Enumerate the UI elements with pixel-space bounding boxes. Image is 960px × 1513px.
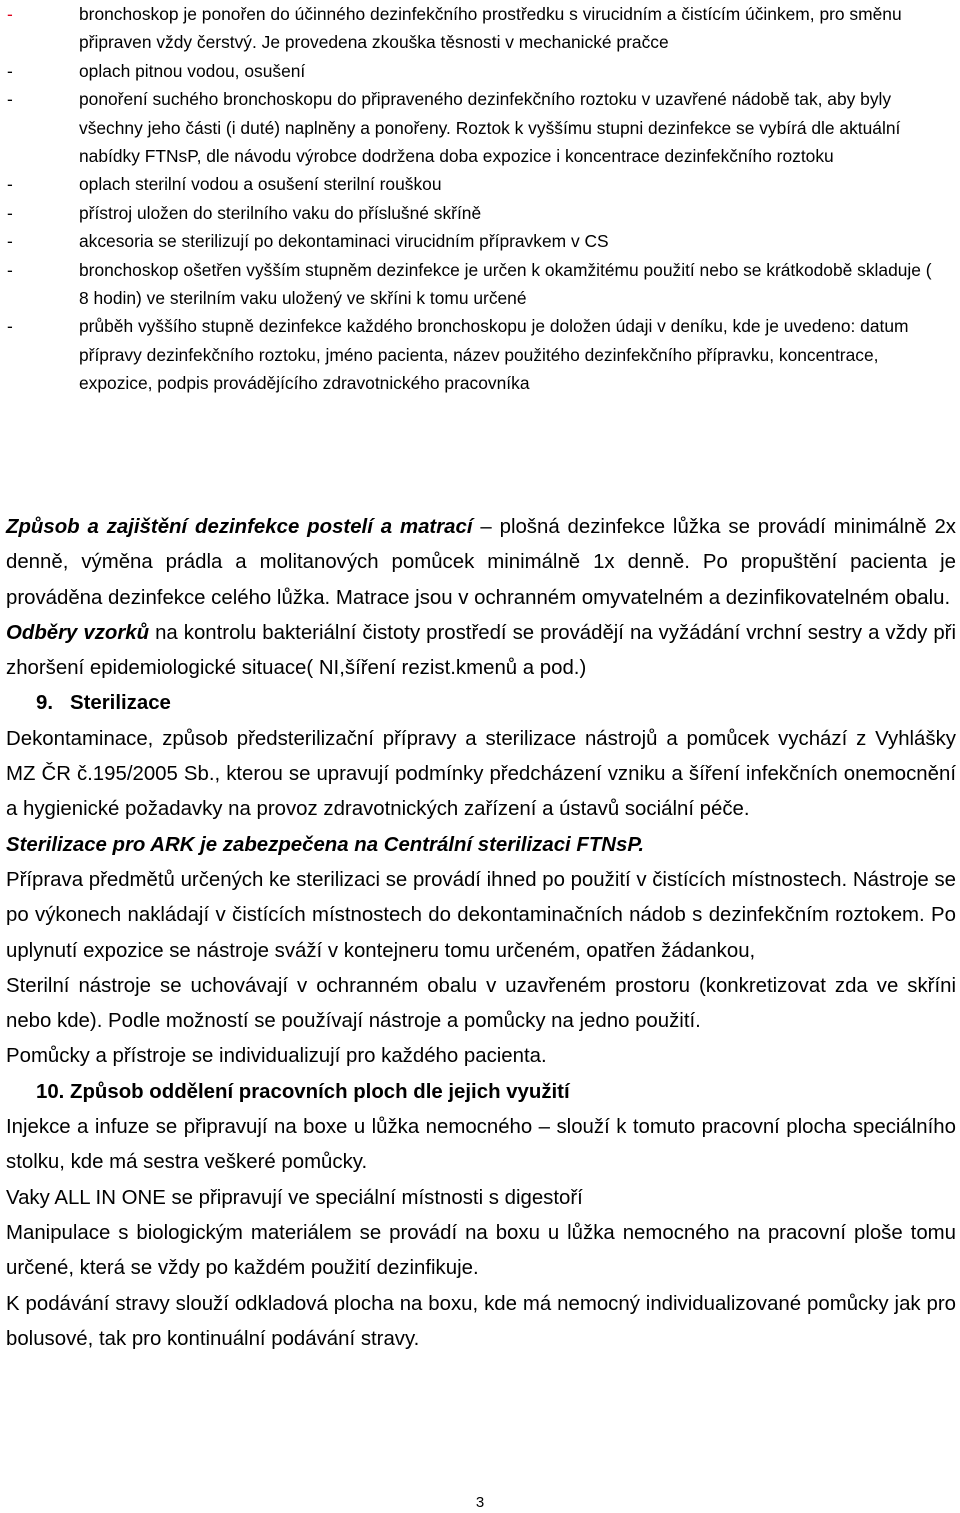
paragraph-text: – plošná dezinfekce lůžka se provádí minimálně 2x denně, výměna prádla a molitanových pomůcek minimálně 1x denně. Po propuštění pacienta je prováděna dezinfekce celého lůžka. Matrace jsou v ochranném omyvatelném a dezinfikovatelném obalu. — [6, 516, 957, 609]
paragraph-sampling — [6, 616, 956, 687]
paragraph-sterile-instruments: Sterilní nástroje se uchovávají v ochranném obalu v uzavřeném prostoru (konkretizovat zda ve skříni nebo kde). Podle možností se používají nástroje a pomůcky na jedno použití. — [6, 974, 956, 1033]
paragraph-preparation: Příprava předmětů určených ke sterilizaci se provádí ihned po použití v čistících místnostech. Nástroje se po výkonech nakládají v čistících místnostech do dekontaminačních nádob s dezinfekčním roztokem. Po uplynutí expozice se nástroje sváží v kontejneru tomu určeném, opatřen žádankou, — [6, 868, 956, 962]
section-heading-9 — [6, 686, 956, 721]
list-item-text: akcesoria se sterilizují po dekontaminaci virucidním přípravkem v CS — [79, 231, 609, 252]
list-item — [0, 199, 960, 227]
list-item — [0, 57, 960, 85]
paragraph-bed-disinfection — [6, 510, 956, 616]
list-item-text: oplach sterilní vodou a osušení sterilní rouškou — [79, 174, 442, 195]
paragraph-biological-material: Manipulace s biologickým materiálem se provádí na boxu u lůžka nemocného na pracovní ploše tomu určené, která se vždy po každém použití dezinfikuje. — [6, 1221, 956, 1280]
paragraph-title: Odběry vzorků — [6, 621, 150, 644]
section-number: 10. — [36, 1080, 65, 1103]
section-title: Způsob oddělení pracovních ploch dle jejich využití — [70, 1080, 570, 1103]
document-body — [6, 510, 956, 1357]
list-item-text: bronchoskop ošetřen vyšším stupněm dezinfekce je určen k okamžitému použití nebo se krátkodobě skladuje ( 8 hodin) ve sterilním vaku uložený ve skříni k tomu určené — [79, 259, 932, 309]
paragraph-title: Způsob a zajištění dezinfekce postelí a matrací — [6, 516, 473, 538]
paragraph-text: Dekontaminace, způsob předsterilizační přípravy a sterilizace nástrojů a pomůcek vychází z Vyhlášky MZ ČR č.195/2005 Sb. — [6, 727, 956, 786]
paragraph-individualization: Pomůcky a přístroje se individualizují pro každého pacienta. — [6, 1045, 547, 1068]
paragraph-ark-sterilization: Sterilizace pro ARK je zabezpečena na Centrální sterilizaci FTNsP. — [6, 833, 644, 856]
paragraph-injections: Injekce a infuze se připravují na boxe u lůžka nemocného – slouží k tomuto pracovní plocha speciálního stolku, kde má sestra veškeré pomůcky. — [6, 1116, 956, 1174]
paragraph-all-in-one: Vaky ALL IN ONE se připravují ve speciální místnosti s digestoří — [6, 1186, 583, 1209]
list-item-text: bronchoskop je ponořen do účinného dezinfekčního prostředku s virucidním a čistícím účinkem, pro směnu připraven vždy čerstvý. Je provedena zkouška těsnosti v mechanické pračce — [79, 4, 902, 53]
paragraph-text: , kterou se upravují podmínky předcházení vzniku a šíření infekčních onemocnění a hygienické požadavky na provoz zdravotnických zařízení a ústavů sociální péče. — [6, 763, 956, 821]
list-item-text: ponoření suchého bronchoskopu do připraveného dezinfekčního roztoku v uzavřené nádobě tak, aby byly všechny jeho části (i duté) naplněny a ponořeny. Roztok k vyššímu stupni dezinfekce se vybírá dle aktuální nabídky FTNsP, dle návodu výrobce dodržena doba expozice i koncentrace dezinfekčního roztoku — [79, 89, 901, 167]
list-dash: - — [7, 231, 13, 252]
list-dash: - — [7, 60, 13, 81]
section-title: Sterilizace — [70, 692, 171, 715]
list-dash: - — [7, 202, 13, 223]
section-heading-10 — [6, 1075, 956, 1110]
list-dash: - — [7, 259, 13, 280]
list-item-text: přístroj uložen do sterilního vaku do příslušné skříně — [79, 202, 482, 223]
list-item-text: průběh vyššího stupně dezinfekce každého bronchoskopu je doložen údaji v deníku, kde je uvedeno: datum přípravy dezinfekčního roztoku, jméno pacienta, název použitého dezinfekčního přípravku, koncentrace, expozice, podpis provádějícího zdravotnického pracovníka — [79, 316, 909, 394]
list-item — [0, 0, 960, 57]
paragraph-decontamination — [6, 722, 956, 828]
list-item — [0, 170, 960, 198]
list-item — [0, 312, 960, 397]
paragraph-text: na kontrolu bakteriální čistoty prostředí se provádějí na vyžádání vrchní sestry a vždy při zhoršení epidemiologické situace( NI,šíření rezist.kmenů a pod.) — [6, 621, 956, 680]
list-dash: - — [7, 316, 13, 337]
list-item — [0, 256, 960, 313]
list-dash: - — [7, 174, 13, 195]
list-item — [0, 85, 960, 170]
bronchoscope-procedure-list — [0, 0, 960, 398]
list-item-text: oplach pitnou vodou, osušení — [79, 60, 306, 81]
list-dash: - — [7, 4, 13, 24]
list-item — [0, 227, 960, 255]
page-number: 3 — [475, 1494, 485, 1511]
paragraph-feeding: K podávání stravy slouží odkladová plocha na boxu, kde má nemocný individualizované pomůcky jak pro bolusové, tak pro kontinuální podávání stravy. — [6, 1292, 956, 1350]
list-dash: - — [7, 89, 13, 110]
section-number: 9. — [36, 692, 54, 715]
